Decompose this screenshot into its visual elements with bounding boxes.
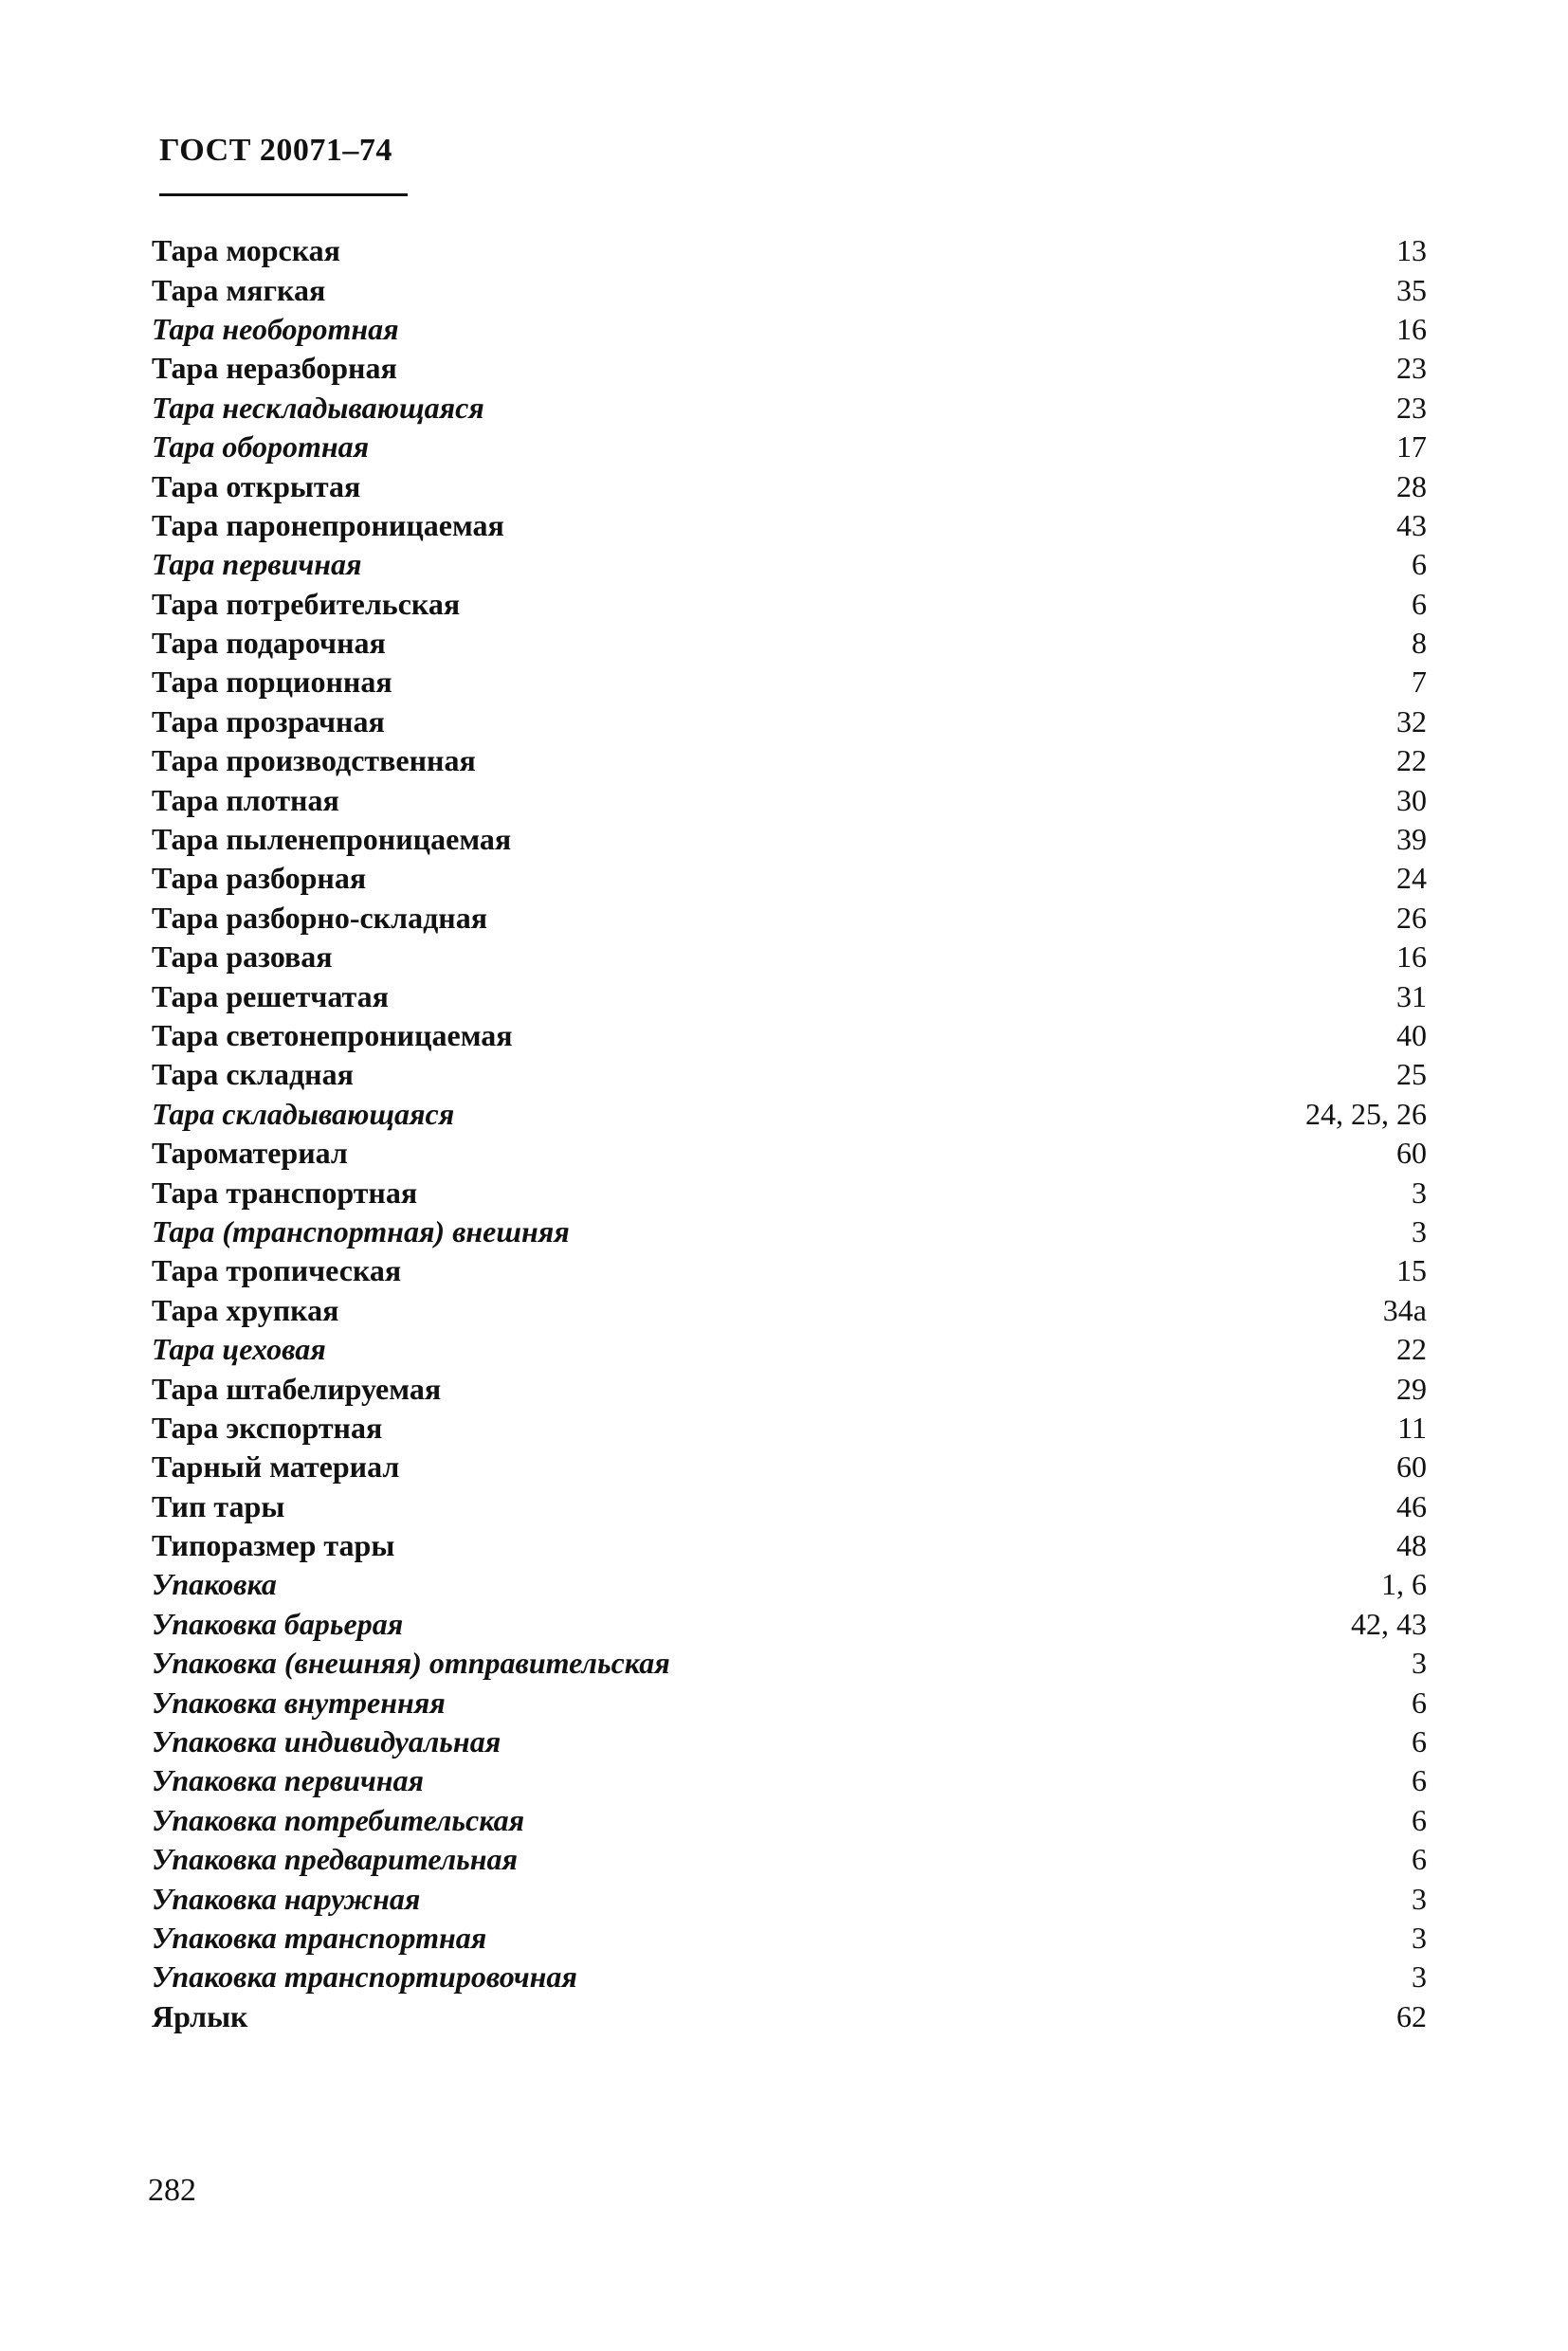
- index-entry: [152, 1879, 1427, 1918]
- index-reference-number: 34а: [1382, 1292, 1427, 1327]
- index-entry: [152, 1369, 1427, 1408]
- index-term: Тара складная: [152, 1057, 354, 1092]
- index-entry: [152, 1644, 1427, 1683]
- index-term: Тара необоротная: [152, 311, 399, 346]
- index-entry: [152, 1840, 1427, 1879]
- index-term: Упаковка потребительская: [152, 1802, 525, 1837]
- index-reference-number: 40: [1396, 1018, 1427, 1052]
- index-entry: [152, 741, 1427, 780]
- index-reference-number: 13: [1396, 233, 1427, 268]
- index-term: Тара оборотная: [152, 429, 370, 465]
- index-term: Тара первичная: [152, 547, 362, 582]
- index-reference-number: 3: [1412, 1213, 1427, 1248]
- index-reference-number: 26: [1396, 900, 1427, 935]
- index-reference-number: 6: [1412, 1842, 1427, 1877]
- index-entry: [152, 976, 1427, 1015]
- index-term: Тара открытая: [152, 468, 361, 503]
- index-entry: [152, 1683, 1427, 1722]
- index-term: Тара светонепроницаемая: [152, 1018, 513, 1052]
- index-reference-number: 6: [1412, 547, 1427, 582]
- index-entry: [152, 270, 1427, 309]
- index-term: Тара транспортная: [152, 1175, 418, 1210]
- index-entry: [152, 624, 1427, 663]
- index-entry: [152, 389, 1427, 428]
- index-term: Упаковка индивидуальная: [152, 1724, 501, 1759]
- index-reference-number: 16: [1396, 311, 1427, 346]
- index-entry: [152, 1173, 1427, 1212]
- index-entry: [152, 1722, 1427, 1761]
- index-reference-number: 1, 6: [1381, 1567, 1427, 1602]
- index-reference-number: 24, 25, 26: [1305, 1096, 1427, 1131]
- index-term: Тара нескладывающаяся: [152, 390, 484, 425]
- index-reference-number: 42, 43: [1351, 1606, 1427, 1641]
- index-reference-number: 62: [1396, 1998, 1427, 2033]
- index-entry: [152, 938, 1427, 976]
- index-term: Тара тропическая: [152, 1253, 402, 1288]
- index-reference-number: 3: [1412, 1646, 1427, 1681]
- index-reference-number: 3: [1412, 1920, 1427, 1955]
- index-entry: [152, 899, 1427, 938]
- index-entry: [152, 1055, 1427, 1094]
- index-term: Тара разборная: [152, 861, 367, 896]
- index-reference-number: 11: [1397, 1410, 1427, 1445]
- index-reference-number: 29: [1396, 1371, 1427, 1406]
- index-entry: [152, 1330, 1427, 1369]
- index-term: Тара мягкая: [152, 272, 326, 307]
- index-reference-number: 6: [1412, 1802, 1427, 1837]
- index-entry: [152, 1761, 1427, 1800]
- index-term: Упаковка: [152, 1567, 277, 1602]
- header-rule: [159, 193, 408, 196]
- index-reference-number: 3: [1412, 1881, 1427, 1916]
- index-entry: [152, 231, 1427, 270]
- index-term: Тара экспортная: [152, 1410, 383, 1445]
- index-entry: [152, 1251, 1427, 1290]
- index-entry: [152, 780, 1427, 819]
- index-term: Тара штабелируемая: [152, 1371, 442, 1406]
- index-term: Тара паронепроницаемая: [152, 507, 504, 542]
- index-entry: [152, 310, 1427, 349]
- index-entry: [152, 1487, 1427, 1526]
- index-reference-number: 28: [1396, 468, 1427, 503]
- index-entry: [152, 1291, 1427, 1330]
- index-reference-number: 23: [1396, 351, 1427, 386]
- index-reference-number: 31: [1396, 978, 1427, 1013]
- index-entry: [152, 1134, 1427, 1173]
- index-reference-number: 30: [1396, 782, 1427, 817]
- index-term: Тара неразборная: [152, 351, 397, 386]
- index-entry: [152, 1095, 1427, 1134]
- index-term: Ярлык: [152, 1998, 248, 2033]
- index-reference-number: 24: [1396, 861, 1427, 896]
- document-header: ГОСТ 20071–74: [159, 133, 392, 168]
- index-entry: [152, 663, 1427, 702]
- index-reference-number: 60: [1396, 1449, 1427, 1485]
- index-reference-number: 35: [1396, 272, 1427, 307]
- index-term: Тара (транспортная) внешняя: [152, 1213, 570, 1248]
- index-entry: [152, 1409, 1427, 1448]
- index-term: Тара складывающаяся: [152, 1096, 455, 1131]
- index-term: Тара подарочная: [152, 626, 386, 661]
- index-entry: [152, 1565, 1427, 1604]
- index-entry: [152, 1212, 1427, 1251]
- index-entry: [152, 349, 1427, 388]
- index-term: Тарный материал: [152, 1449, 400, 1485]
- index-reference-number: 22: [1396, 1332, 1427, 1367]
- index-reference-number: 22: [1396, 743, 1427, 778]
- index-reference-number: 60: [1396, 1136, 1427, 1171]
- index-reference-number: 25: [1396, 1057, 1427, 1092]
- page-number: 282: [148, 2173, 196, 2208]
- index-term: Упаковка внутренняя: [152, 1685, 446, 1720]
- index-term: Тара хрупкая: [152, 1292, 339, 1327]
- index-reference-number: 48: [1396, 1528, 1427, 1563]
- index-reference-number: 16: [1396, 939, 1427, 975]
- index-term: Упаковка (внешняя) отправительская: [152, 1646, 670, 1681]
- index-reference-number: 3: [1412, 1959, 1427, 1995]
- index-entry: [152, 702, 1427, 741]
- index-entry: [152, 1801, 1427, 1840]
- index-reference-number: 6: [1412, 1763, 1427, 1798]
- index-entry: [152, 545, 1427, 584]
- index-term: Типоразмер тары: [152, 1528, 395, 1563]
- index-reference-number: 8: [1412, 626, 1427, 661]
- index-entry: [152, 466, 1427, 505]
- index-reference-number: 32: [1396, 703, 1427, 738]
- index-entry: [152, 1605, 1427, 1644]
- index-term: Тара пыленепроницаемая: [152, 822, 512, 857]
- index-term: Упаковка первичная: [152, 1763, 425, 1798]
- index-term: Тара порционная: [152, 665, 392, 700]
- index-term: Упаковка барьерая: [152, 1606, 404, 1641]
- index-entry: [152, 1997, 1427, 2036]
- index-term: Тара разборно-складная: [152, 900, 487, 935]
- index-term: Упаковка транспортная: [152, 1920, 487, 1955]
- index-entry: [152, 859, 1427, 898]
- index-term: Тароматериал: [152, 1136, 348, 1171]
- index-reference-number: 3: [1412, 1175, 1427, 1210]
- index-term: Упаковка наружная: [152, 1881, 421, 1916]
- index-reference-number: 6: [1412, 1685, 1427, 1720]
- index-entry: [152, 1958, 1427, 1996]
- index-reference-number: 6: [1412, 586, 1427, 621]
- alphabetical-index: [152, 231, 1427, 2036]
- index-term: Тип тары: [152, 1488, 285, 1523]
- index-term: Тара потребительская: [152, 586, 461, 621]
- index-term: Тара решетчатая: [152, 978, 389, 1013]
- index-reference-number: 6: [1412, 1724, 1427, 1759]
- index-entry: [152, 1016, 1427, 1055]
- index-term: Тара производственная: [152, 743, 476, 778]
- index-reference-number: 43: [1396, 507, 1427, 542]
- index-entry: [152, 1448, 1427, 1486]
- index-term: Тара разовая: [152, 939, 333, 975]
- index-term: Упаковка предварительная: [152, 1842, 519, 1877]
- index-entry: [152, 1526, 1427, 1565]
- index-entry: [152, 585, 1427, 624]
- index-term: Тара морская: [152, 233, 340, 268]
- index-reference-number: 39: [1396, 822, 1427, 857]
- index-reference-number: 7: [1412, 665, 1427, 700]
- index-entry: [152, 1919, 1427, 1958]
- index-term: Тара прозрачная: [152, 703, 385, 738]
- index-term: Упаковка транспортировочная: [152, 1959, 577, 1995]
- index-reference-number: 17: [1396, 429, 1427, 465]
- index-reference-number: 15: [1396, 1253, 1427, 1288]
- index-entry: [152, 820, 1427, 859]
- index-term: Тара плотная: [152, 782, 339, 817]
- index-term: Тара цеховая: [152, 1332, 326, 1367]
- index-entry: [152, 428, 1427, 466]
- index-reference-number: 46: [1396, 1488, 1427, 1523]
- index-reference-number: 23: [1396, 390, 1427, 425]
- index-entry: [152, 506, 1427, 545]
